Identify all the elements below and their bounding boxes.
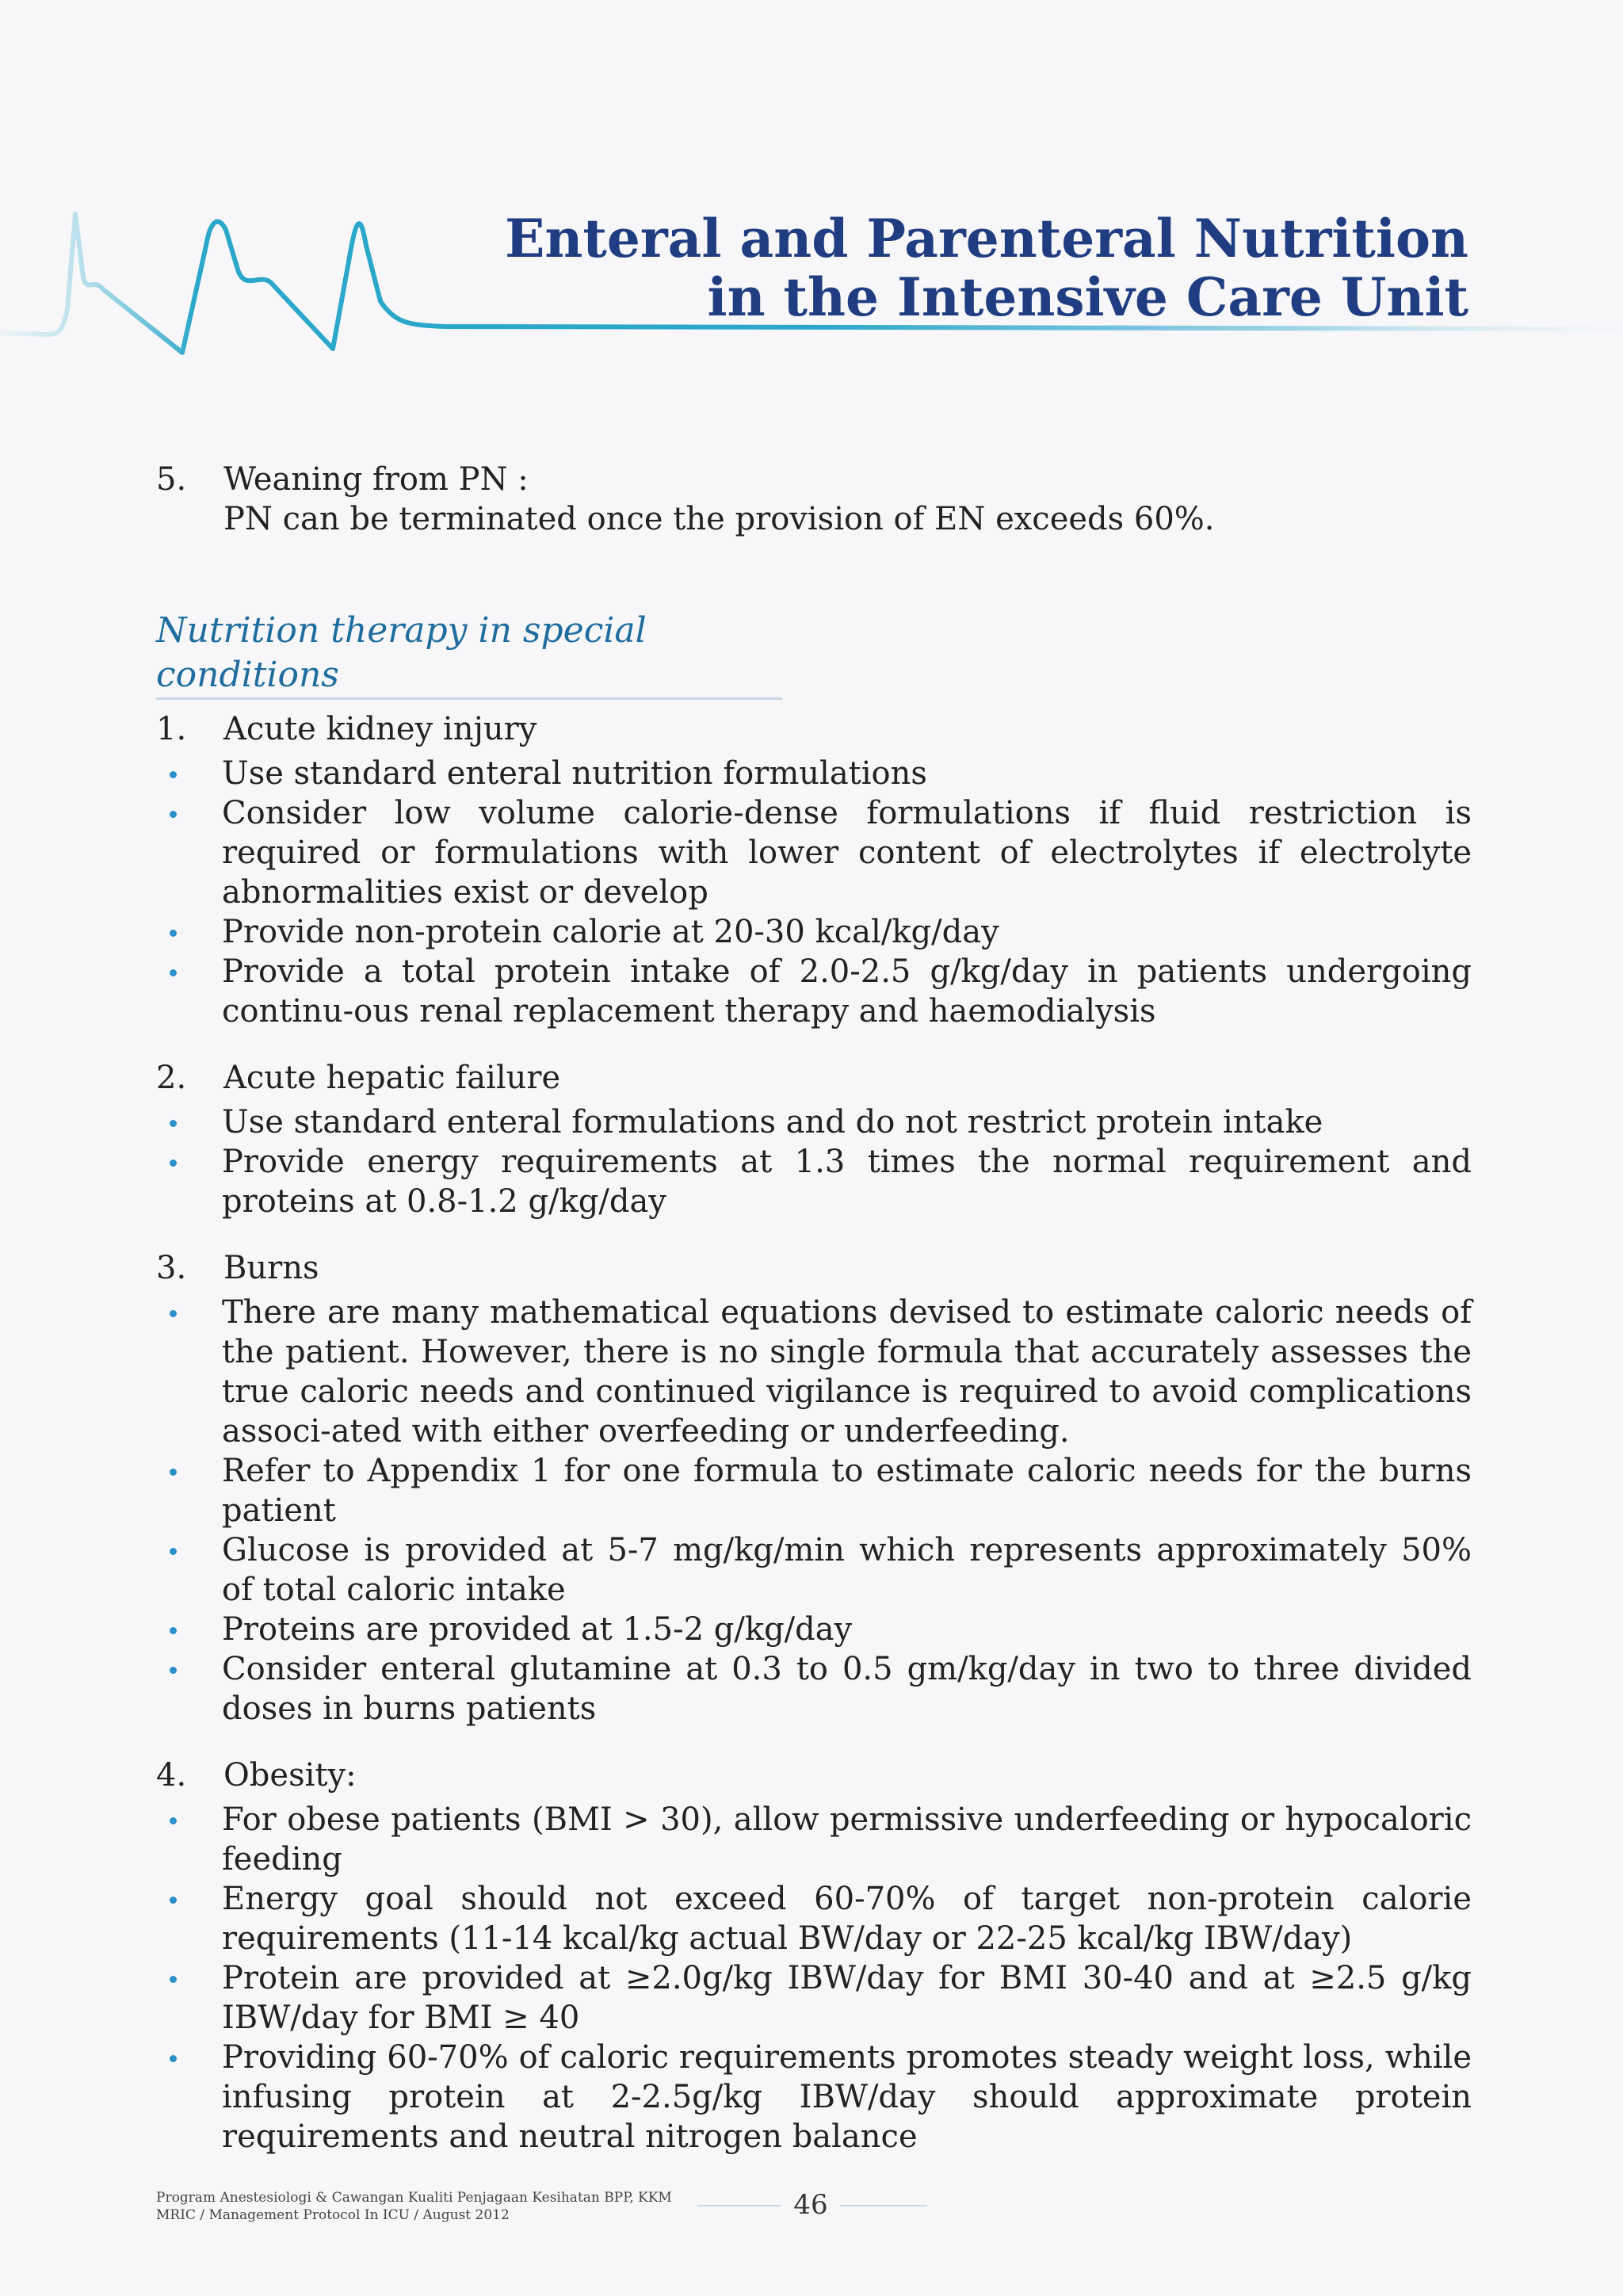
- condition-title: Obesity:: [223, 1757, 357, 1794]
- bullet-list: [156, 1102, 1472, 1221]
- list-item: Providing 60-70% of caloric requirements promotes steady weight loss, while infusing protein at 2-2.5g/kg IBW/day should approximate protein requirements and neutral nitrogen balance: [222, 2039, 1472, 2155]
- condition-title: Acute hepatic failure: [223, 1060, 561, 1096]
- condition-burns: [156, 1248, 1472, 1729]
- bullet-list: [156, 1800, 1472, 2157]
- page-title: [505, 210, 1468, 327]
- condition-title: Acute kidney injury: [223, 711, 537, 747]
- list-item: Energy goal should not exceed 60-70% of target non-protein calorie requirements (11-14 kcal/kg actual BW/day or 22-25 kcal/kg IBW/day): [222, 1881, 1472, 1957]
- title-line-1: Enteral and Parenteral Nutrition: [505, 208, 1468, 269]
- condition-title: Burns: [223, 1250, 319, 1286]
- footer-line-1: Program Anestesiologi & Cawangan Kualiti Penjagaan Kesihatan BPP, KKM: [156, 2190, 672, 2206]
- condition-obesity: [156, 1755, 1472, 2157]
- content-area: [156, 460, 1472, 2157]
- footer-divider-left: [697, 2205, 781, 2206]
- title-line-2: in the Intensive Care Unit: [707, 266, 1468, 328]
- list-item: Provide a total protein intake of 2.0-2.5 g/kg/day in patients undergoing continu-ous renal replacement therapy and haemodialysis: [222, 953, 1472, 1030]
- weaning-heading: Weaning from PN :: [223, 461, 529, 498]
- page-number: 46: [793, 2189, 828, 2221]
- section-heading: Nutrition therapy in special conditions: [156, 609, 782, 700]
- list-item: Use standard enteral nutrition formulations: [222, 754, 1472, 793]
- weaning-item: [156, 460, 1472, 539]
- bullet-list: [156, 754, 1472, 1031]
- footer-line-2: MRIC / Management Protocol In ICU / August 2012: [156, 2207, 510, 2223]
- list-item: Consider enteral glutamine at 0.3 to 0.5 gm/kg/day in two to three divided doses in burns patients: [222, 1651, 1472, 1727]
- weaning-text: PN can be terminated once the provision of EN exceeds 60%.: [223, 501, 1215, 537]
- list-item: Proteins are provided at 1.5-2 g/kg/day: [222, 1610, 1472, 1649]
- condition-kidney: [156, 709, 1472, 1031]
- item-number: 3.: [156, 1250, 187, 1286]
- item-number: 5.: [156, 461, 187, 498]
- list-item: Consider low volume calorie-dense formulations if fluid restriction is required or formulations with lower content of electrolytes if electrolyte abnormalities exist or develop: [222, 795, 1472, 911]
- list-item: For obese patients (BMI > 30), allow permissive underfeeding or hypocaloric feeding: [222, 1801, 1472, 1878]
- list-item: Glucose is provided at 5-7 mg/kg/min which represents approximately 50% of total caloric intake: [222, 1532, 1472, 1608]
- footer-citation: [156, 2189, 672, 2224]
- bullet-list: [156, 1293, 1472, 1729]
- list-item: Provide energy requirements at 1.3 times the normal requirement and proteins at 0.8-1.2 g/kg/day: [222, 1144, 1472, 1220]
- list-item: Use standard enteral formulations and do not restrict protein intake: [222, 1102, 1472, 1142]
- item-number: 4.: [156, 1757, 187, 1794]
- list-item: There are many mathematical equations devised to estimate caloric needs of the patient. However, there is no single formula that accurately assesses the true caloric needs and continued vigilance is required to avoid complications associ-ated with either overfeeding or underfeeding.: [222, 1294, 1472, 1450]
- footer-divider-right: [840, 2205, 927, 2206]
- list-item: Protein are provided at ≥2.0g/kg IBW/day for BMI 30-40 and at ≥2.5 g/kg IBW/day for BMI ≥ 40: [222, 1960, 1472, 2036]
- list-item: Refer to Appendix 1 for one formula to estimate caloric needs for the burns patient: [222, 1453, 1472, 1529]
- list-item: Provide non-protein calorie at 20-30 kcal/kg/day: [222, 912, 1472, 952]
- condition-hepatic: [156, 1058, 1472, 1221]
- item-number: 1.: [156, 711, 187, 747]
- item-number: 2.: [156, 1060, 187, 1096]
